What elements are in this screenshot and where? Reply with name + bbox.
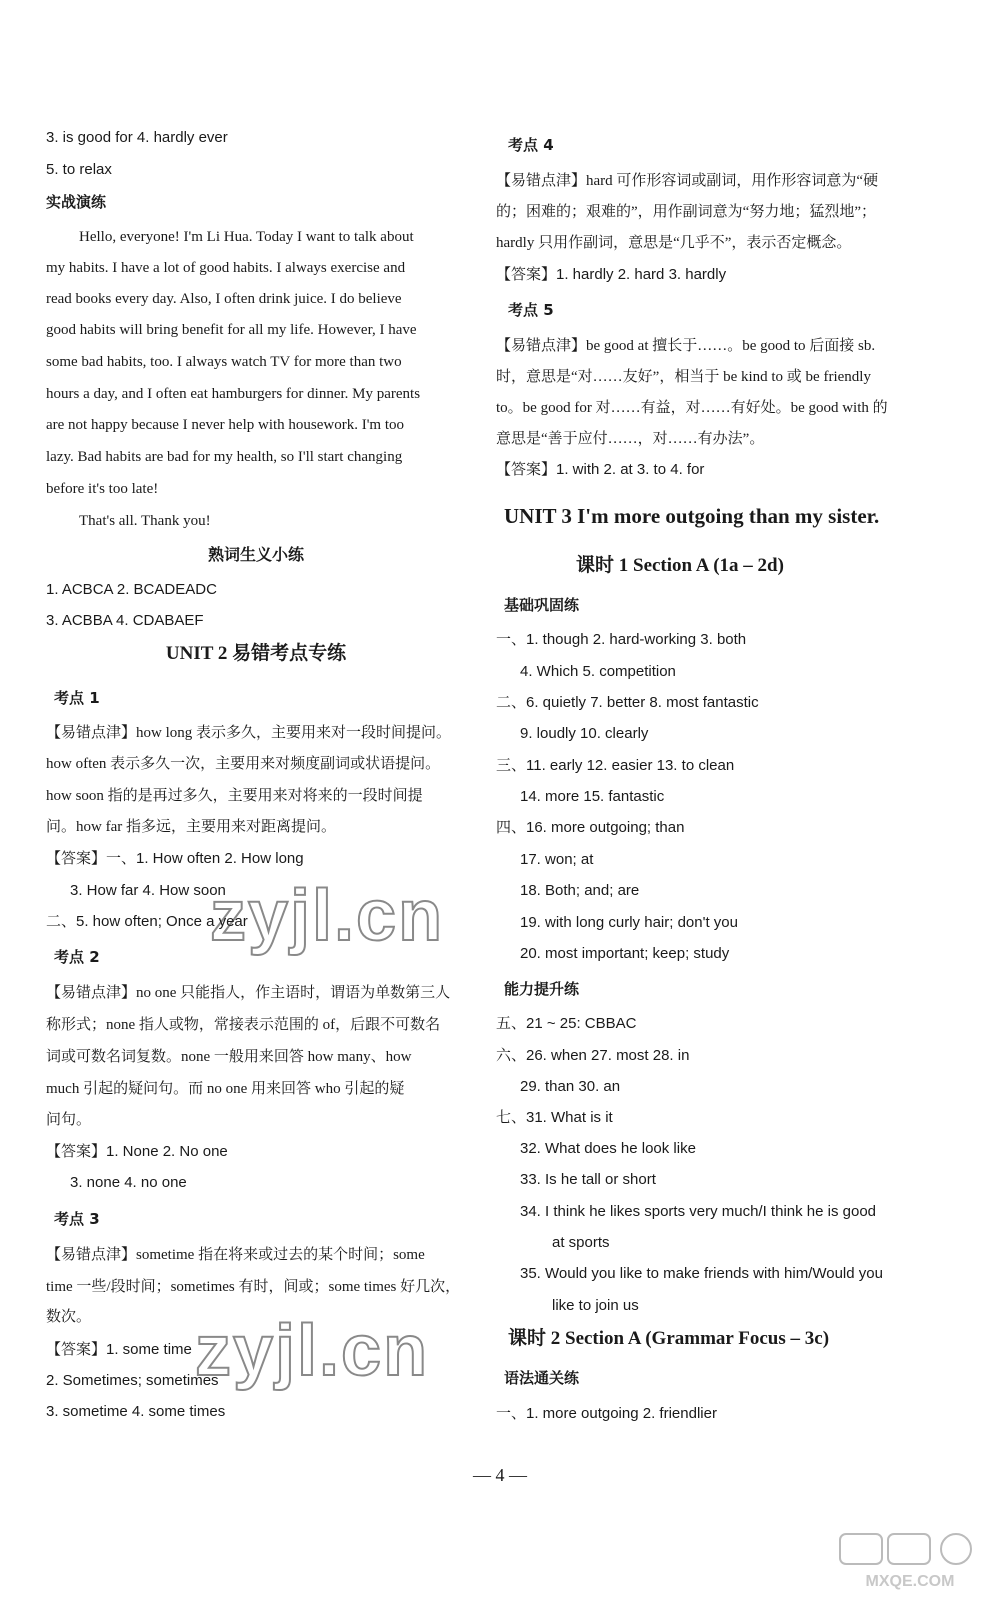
answer-line: 9. loudly 10. clearly bbox=[520, 725, 649, 742]
key-point-heading: 考点 5 bbox=[508, 301, 554, 319]
text-line: 【易错点津】be good at 擅长于……。be good to 后面接 sb. bbox=[496, 338, 876, 354]
answer-line: 五、21 ~ 25: CBBAC bbox=[496, 1015, 637, 1032]
answer-line: 29. than 30. an bbox=[520, 1078, 621, 1095]
text-line: 时，意思是“对……友好”，相当于 be kind to 或 be friendly bbox=[496, 369, 871, 385]
site-logo bbox=[830, 1532, 990, 1592]
answer-line: 二、5. how often; Once a year bbox=[46, 913, 248, 930]
key-point-heading: 考点 2 bbox=[54, 948, 100, 966]
answer-line: 一、1. more outgoing 2. friendlier bbox=[496, 1405, 717, 1422]
section-heading: 语法通关练 bbox=[504, 1369, 580, 1387]
section-heading: 实战演练 bbox=[46, 193, 107, 211]
answer-line: 【答案】1. hardly 2. hard 3. hardly bbox=[496, 266, 727, 283]
answer-line: 35. Would you like to make friends with him/Would you bbox=[520, 1265, 883, 1282]
answer-line: 2. Sometimes; sometimes bbox=[46, 1372, 219, 1389]
text-line: 的；困难的；艰难的”，用作副词意为“努力地；猛烈地”； bbox=[496, 204, 876, 220]
section-heading: 熟词生义小练 bbox=[207, 545, 304, 564]
text-line: 【易错点津】how long 表示多久，主要用来对一段时间提问。 bbox=[46, 725, 452, 741]
text-line: 词或可数名词复数。none 一般用来回答 how many、how bbox=[46, 1049, 412, 1065]
answer-line: 14. more 15. fantastic bbox=[520, 788, 665, 805]
answer-line: at sports bbox=[552, 1234, 610, 1251]
essay-line: That's all. Thank you! bbox=[79, 513, 211, 529]
essay-line: Hello, everyone! I'm Li Hua. Today I want to talk about bbox=[79, 229, 414, 245]
answer-line: 18. Both; and; are bbox=[520, 882, 640, 899]
key-point-heading: 考点 1 bbox=[54, 689, 100, 707]
text-line: 数次。 bbox=[46, 1309, 92, 1325]
page-number: — 4 — bbox=[473, 1465, 527, 1485]
answer-line: 1. ACBCA 2. BCADEADC bbox=[46, 581, 217, 598]
essay-line: before it's too late! bbox=[46, 481, 159, 497]
essay-line: good habits will bring benefit for all my life. However, I have bbox=[46, 322, 417, 338]
watermark: zyjl.cn bbox=[210, 876, 445, 956]
text-line: 【易错点津】hard 可作形容词或副词，用作形容词意为“硬 bbox=[496, 173, 879, 189]
text-line: much 引起的疑问句。而 no one 用来回答 who 引起的疑 bbox=[46, 1081, 405, 1097]
answer-line: 4. Which 5. competition bbox=[520, 663, 676, 680]
answer-line: 19. with long curly hair; don't you bbox=[520, 914, 738, 931]
section-heading: 能力提升练 bbox=[504, 980, 580, 998]
answer-line: 【答案】1. some time bbox=[46, 1341, 192, 1358]
answer-line: 33. Is he tall or short bbox=[520, 1171, 656, 1188]
answer-line: 3. ACBBA 4. CDABAEF bbox=[46, 612, 204, 629]
answer-line: 17. won; at bbox=[520, 851, 594, 868]
lesson-heading: 课时 1 Section A (1a – 2d) bbox=[576, 555, 784, 576]
unit-title: UNIT 2 易错考点专练 bbox=[165, 643, 347, 664]
answer-line: 20. most important; keep; study bbox=[520, 945, 730, 962]
text-line: 问。how far 指多远，主要用来对距离提问。 bbox=[46, 819, 336, 835]
text-line: hardly 只用作副词，意思是“几乎不”，表示否定概念。 bbox=[496, 235, 852, 251]
answer-line: 32. What does he look like bbox=[520, 1140, 696, 1157]
text-line: 【易错点津】sometime 指在将来或过去的某个时间；some bbox=[46, 1247, 425, 1263]
essay-line: some bad habits, too. I always watch TV for more than two bbox=[46, 354, 402, 370]
answer-line: 3. How far 4. How soon bbox=[70, 882, 226, 899]
essay-line: lazy. Bad habits are bad for my health, so I'll start changing bbox=[46, 449, 403, 465]
answer-line: 二、6. quietly 7. better 8. most fantastic bbox=[496, 694, 759, 711]
answer-line: 34. I think he likes sports very much/I think he is good bbox=[520, 1203, 877, 1220]
text-line: 称形式；none 指人或物，常接表示范围的 of，后跟不可数名 bbox=[46, 1017, 441, 1033]
essay-line: hours a day, and I often eat hamburgers for dinner. My parents bbox=[46, 386, 421, 402]
answer-line: 四、16. more outgoing; than bbox=[496, 819, 685, 836]
answer-line: 一、1. though 2. hard-working 3. both bbox=[496, 631, 747, 648]
section-heading: 基础巩固练 bbox=[504, 596, 580, 614]
key-point-heading: 考点 4 bbox=[508, 136, 554, 154]
essay-line: are not happy because I never help with housework. I'm too bbox=[46, 417, 405, 433]
answer-line: 【答案】1. None 2. No one bbox=[46, 1143, 228, 1160]
answer-line: 3. none 4. no one bbox=[70, 1174, 187, 1191]
unit-title: UNIT 3 I'm more outgoing than my sister. bbox=[504, 504, 880, 528]
answer-line: 3. sometime 4. some times bbox=[46, 1403, 226, 1420]
text-line: 【易错点津】no one 只能指人，作主语时，谓语为单数第三人 bbox=[46, 985, 451, 1001]
answer-line: 七、31. What is it bbox=[496, 1109, 613, 1126]
text-line: 意思是“善于应付……，对……有办法”。 bbox=[496, 431, 765, 447]
text-line: how soon 指的是再过多久，主要用来对将来的一段时间提 bbox=[46, 788, 423, 804]
key-point-heading: 考点 3 bbox=[54, 1210, 100, 1228]
corner-mark: MXQE.COM bbox=[865, 1573, 955, 1590]
essay-line: my habits. I have a lot of good habits. I always exercise and bbox=[46, 260, 406, 276]
answer-line: 3. is good for 4. hardly ever bbox=[46, 129, 228, 146]
answer-line: 三、11. early 12. easier 13. to clean bbox=[496, 757, 735, 774]
text-line: how often 表示多久一次，主要用来对频度副词或状语提问。 bbox=[46, 756, 441, 772]
answer-line: 六、26. when 27. most 28. in bbox=[496, 1047, 690, 1064]
answer-line: 【答案】一、1. How often 2. How long bbox=[46, 850, 304, 867]
lesson-heading: 课时 2 Section A (Grammar Focus – 3c) bbox=[508, 1328, 830, 1349]
answer-line: 【答案】1. with 2. at 3. to 4. for bbox=[496, 461, 705, 478]
answer-line: like to join us bbox=[552, 1297, 639, 1314]
text-line: 问句。 bbox=[46, 1112, 92, 1128]
essay-line: read books every day. Also, I often drink juice. I do believe bbox=[46, 291, 402, 307]
text-line: to。be good for 对……有益，对……有好处。be good with 的 bbox=[496, 400, 888, 416]
answer-line: 5. to relax bbox=[46, 161, 112, 178]
text-line: time 一些/段时间；sometimes 有时，间或；some times 好几次， bbox=[46, 1279, 461, 1295]
watermark: zyjl.cn bbox=[195, 1311, 430, 1391]
